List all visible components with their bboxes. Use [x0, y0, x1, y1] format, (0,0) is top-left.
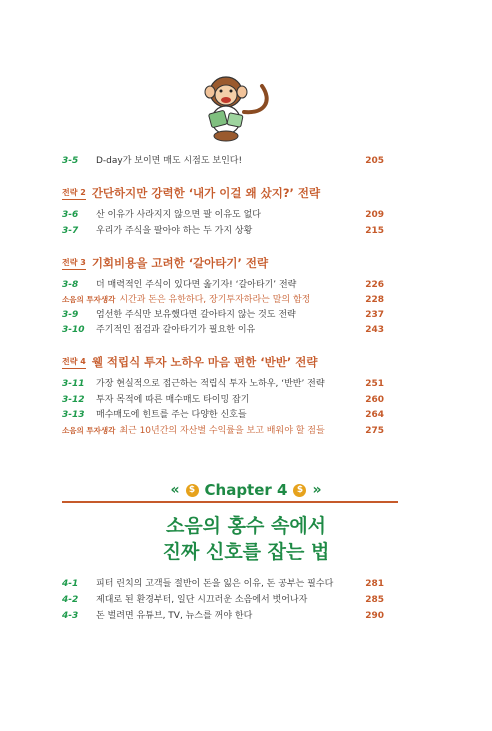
entry-page: 209 — [365, 210, 384, 220]
entry-title: 매수매도에 힌트를 주는 다양한 신호들 — [96, 410, 247, 420]
entry-title: 돈 벌려면 유튜브, TV, 뉴스를 꺼야 한다 — [96, 611, 253, 621]
entry-number: 3-12 — [62, 395, 85, 405]
entry-page: 264 — [365, 410, 384, 420]
toc-entry-4-2[interactable] — [62, 592, 384, 608]
entry-page: 285 — [365, 595, 384, 605]
entry-title: 우리가 주식을 팔아야 하는 두 가지 상황 — [96, 226, 253, 236]
strategy-title: 간단하지만 강력한 ‘내가 이걸 왜 샀지?’ 전략 — [91, 186, 321, 200]
entry-title: 최근 10년간의 자산별 수익률을 보고 배워야 할 점들 — [119, 426, 325, 436]
toc-entry-3-12[interactable] — [62, 392, 384, 408]
toc-entry-3-9[interactable] — [62, 307, 384, 323]
toc-entry-3-10[interactable] — [62, 322, 384, 338]
entry-title: 피터 린치의 고객들 절반이 돈을 잃은 이유, 돈 공부는 필수다 — [96, 579, 334, 589]
entry-page: 290 — [365, 611, 384, 621]
strategy-title: 웰 적립식 투자 노하우 마음 편한 ‘반반’ 전략 — [91, 355, 318, 369]
entry-number: 3-11 — [62, 379, 85, 389]
toc-entry-3-13[interactable] — [62, 407, 384, 423]
coin-icon: $ — [186, 484, 199, 497]
entry-number: 3-7 — [62, 226, 79, 236]
entry-title: 제대로 된 환경부터, 일단 시끄러운 소음에서 벗어나자 — [96, 595, 308, 605]
toc-entry-3-5[interactable] — [62, 153, 384, 169]
strategy-tag: 전략 2 — [62, 187, 86, 200]
entry-number: 3-9 — [62, 310, 79, 320]
entry-page: 251 — [365, 379, 384, 389]
double-chevron-right-icon: » — [312, 482, 322, 498]
toc-entry-noise-thought-1[interactable] — [62, 292, 384, 308]
entry-title: 시간과 돈은 유한하다, 장기투자하라는 말의 함정 — [119, 295, 311, 305]
strategy-tag: 전략 4 — [62, 356, 86, 369]
noise-thought-tag: 소음의 투자생각 — [62, 426, 116, 435]
coin-icon: $ — [293, 484, 306, 497]
chapter-label — [0, 481, 492, 499]
entry-number: 3-5 — [62, 156, 79, 166]
monkey-illustration — [186, 72, 274, 144]
entry-page: 275 — [365, 426, 384, 436]
entry-number: 3-10 — [62, 325, 85, 335]
toc-entry-4-1[interactable] — [62, 576, 384, 592]
entry-title: 주기적인 점검과 갈아타기가 필요한 이유 — [96, 325, 256, 335]
entry-title: 더 매력적인 주식이 있다면 옮기자! ‘갈아타기’ 전략 — [96, 280, 297, 290]
strategy-2-heading — [62, 184, 320, 202]
entry-title: D-day가 보이면 매도 시점도 보인다! — [96, 156, 243, 166]
entry-title: 투자 목적에 따른 매수매도 타이밍 잡기 — [96, 395, 250, 405]
chapter-title-line-2: 진짜 신호를 잡는 법 — [162, 541, 330, 563]
toc-entry-3-8[interactable] — [62, 277, 384, 293]
chapter-title-line-1: 소음의 홍수 속에서 — [165, 515, 327, 537]
entry-page: 228 — [365, 295, 384, 305]
entry-number: 4-2 — [62, 595, 79, 605]
toc-entry-3-6[interactable] — [62, 207, 384, 223]
chapter-divider — [62, 501, 398, 503]
entry-number: 4-3 — [62, 611, 79, 621]
toc-entry-3-7[interactable] — [62, 223, 384, 239]
toc-entry-4-3[interactable] — [62, 608, 384, 624]
entry-title: 엄선한 주식만 보유했다면 갈아타지 않는 것도 전략 — [96, 310, 296, 320]
strategy-4-heading — [62, 353, 317, 371]
entry-number: 4-1 — [62, 579, 79, 589]
entry-title: 가장 현실적으로 접근하는 적립식 투자 노하우, ‘반반’ 전략 — [96, 379, 325, 389]
chapter-number: Chapter 4 — [204, 481, 288, 499]
entry-page: 215 — [365, 226, 384, 236]
double-chevron-left-icon: « — [170, 482, 180, 498]
entry-page: 243 — [365, 325, 384, 335]
strategy-tag: 전략 3 — [62, 257, 86, 270]
entry-title: 산 이유가 사라지지 않으면 팔 이유도 없다 — [96, 210, 261, 220]
noise-thought-tag: 소음의 투자생각 — [62, 295, 116, 304]
toc-entry-3-11[interactable] — [62, 376, 384, 392]
strategy-title: 기회비용을 고려한 ‘갈아타기’ 전략 — [91, 256, 269, 270]
strategy-3-heading — [62, 254, 268, 272]
entry-number: 3-8 — [62, 280, 79, 290]
entry-number: 3-6 — [62, 210, 79, 220]
entry-page: 260 — [365, 395, 384, 405]
entry-page: 226 — [365, 280, 384, 290]
entry-page: 205 — [365, 156, 384, 166]
toc-entry-noise-thought-2[interactable] — [62, 423, 384, 439]
entry-page: 281 — [365, 579, 384, 589]
entry-page: 237 — [365, 310, 384, 320]
entry-number: 3-13 — [62, 410, 85, 420]
